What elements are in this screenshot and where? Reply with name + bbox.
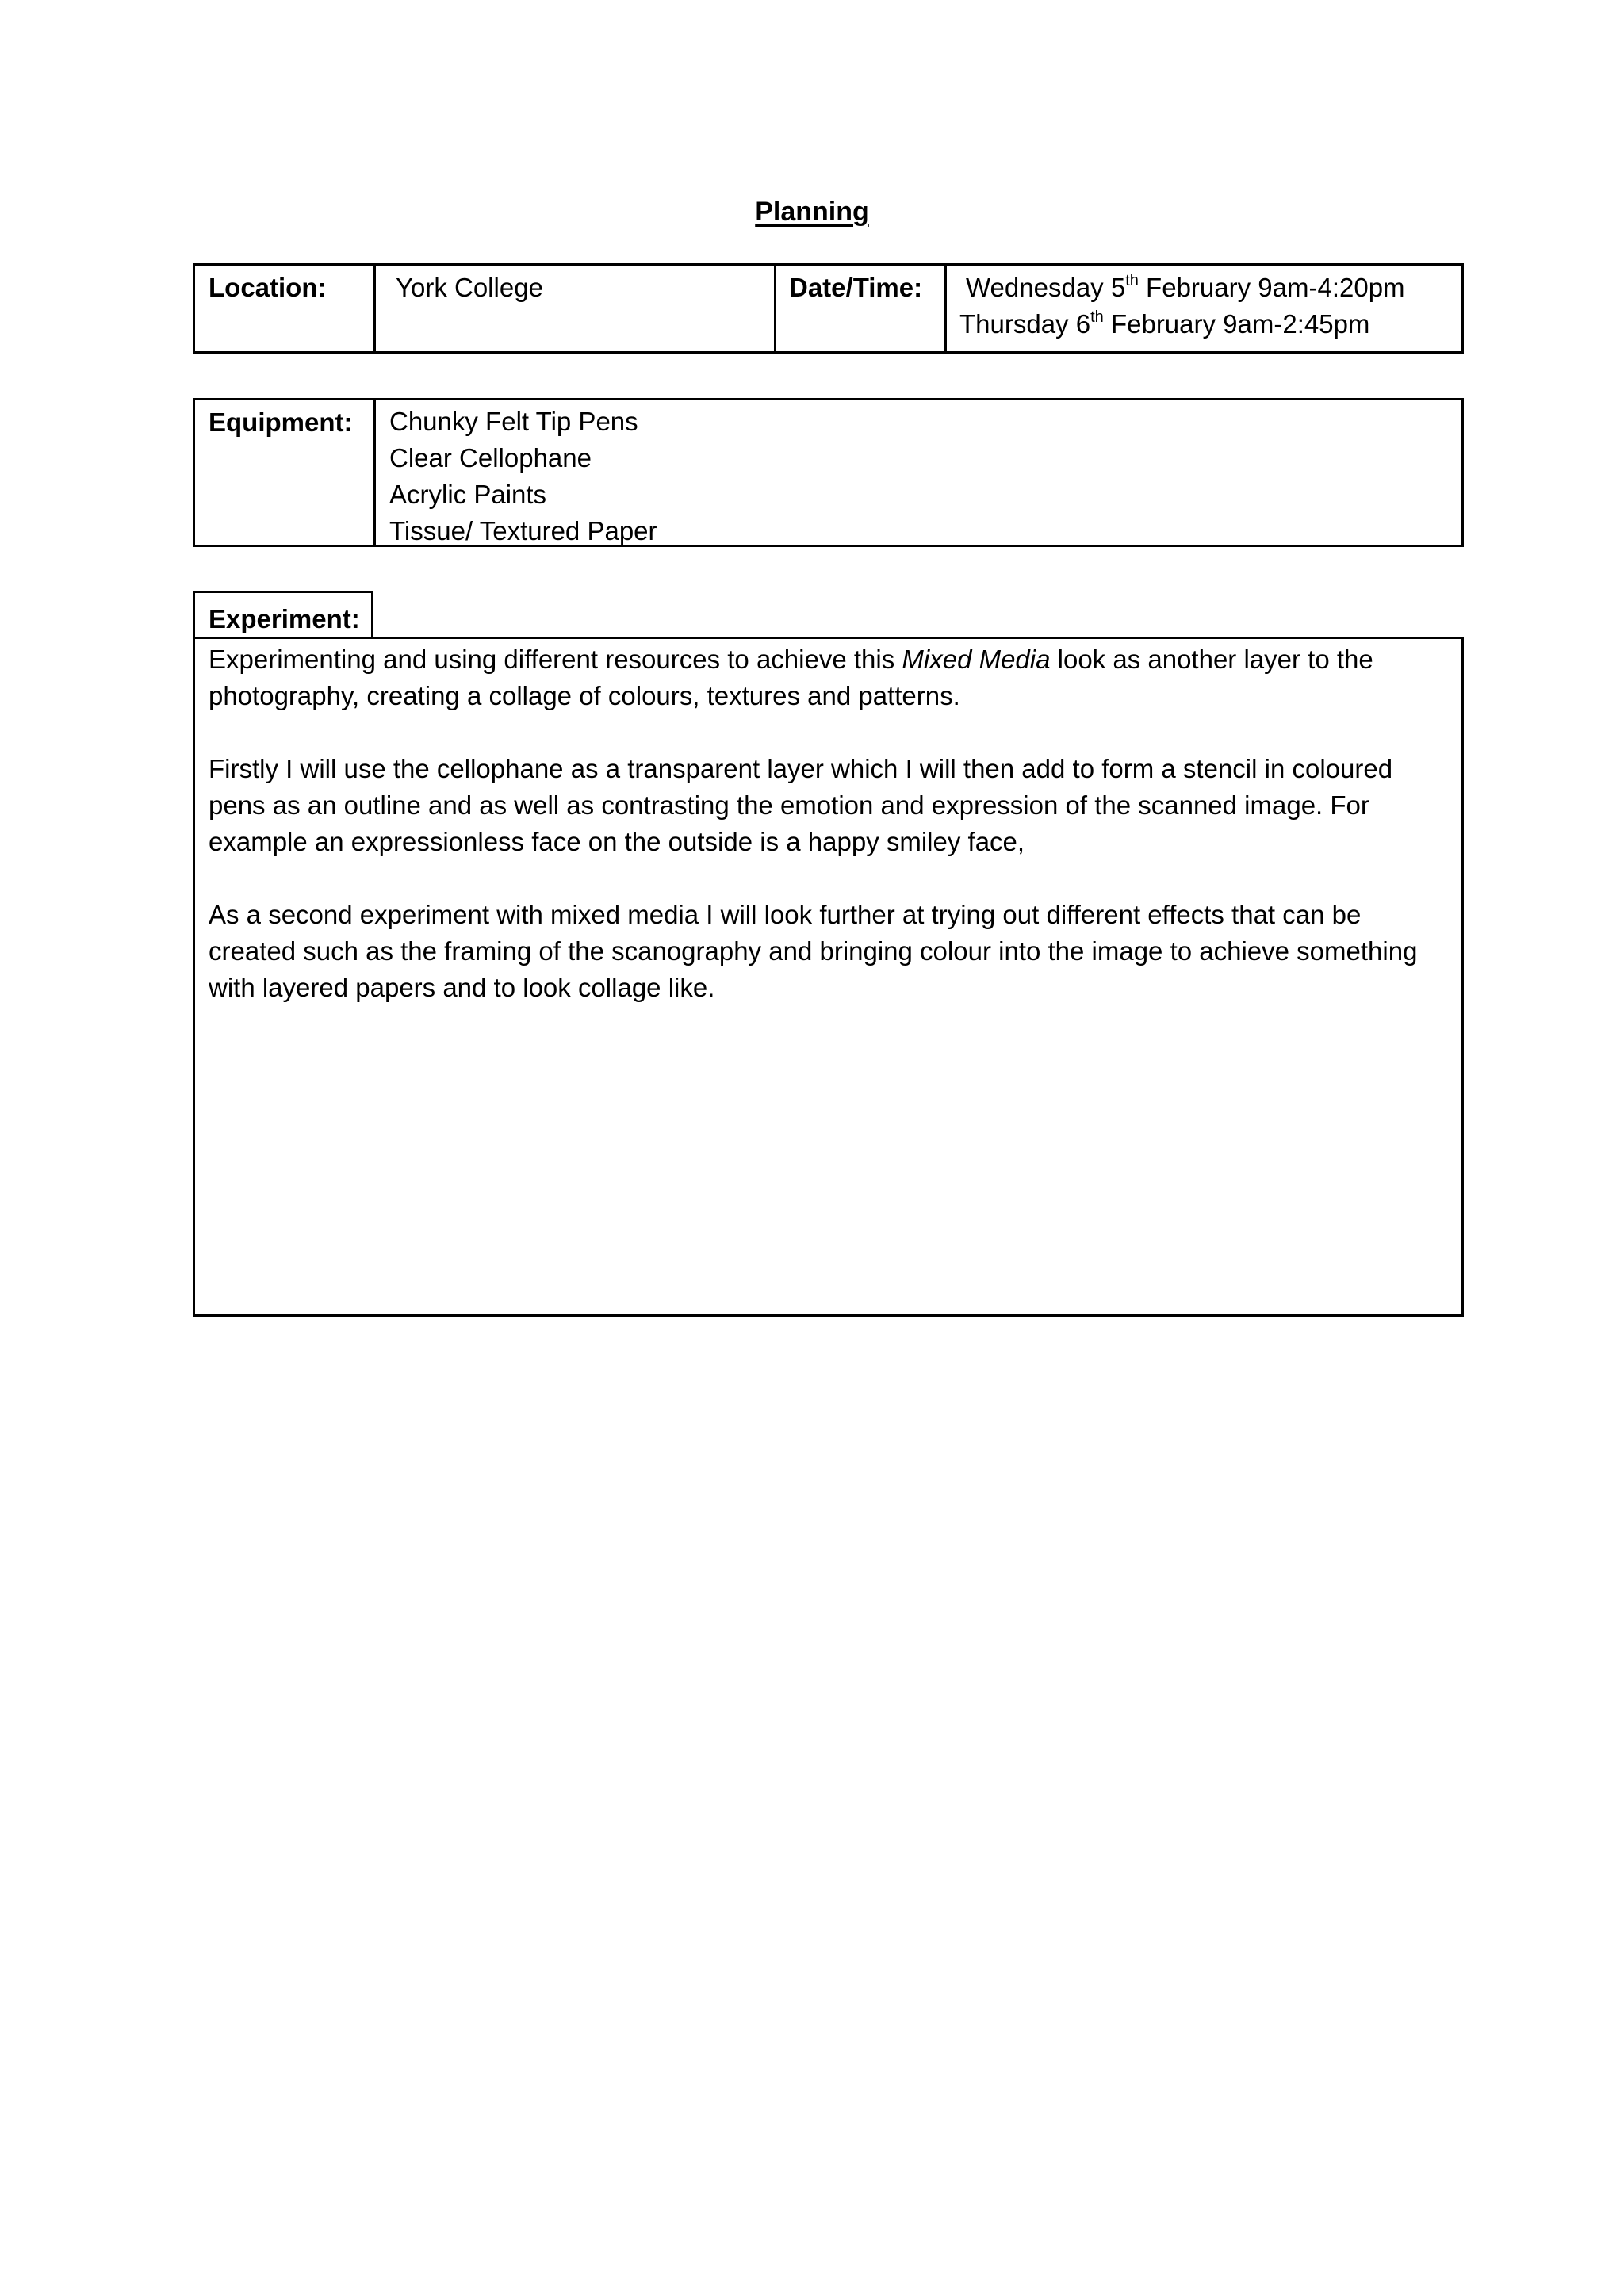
- datetime-values: [959, 266, 1405, 351]
- page-title: Planning: [755, 197, 869, 227]
- experiment-label-box: [193, 591, 373, 639]
- location-label: Location:: [209, 273, 327, 302]
- experiment-paragraph-1: Experimenting and using different resources to achieve this Mixed Media look as another layer to the photography, creating a collage of colours, textures and patterns.: [209, 645, 1373, 710]
- equipment-item: Tissue/ Textured Paper: [389, 516, 657, 545]
- equipment-item: Acrylic Paints: [389, 480, 547, 509]
- equipment-table: [193, 398, 1464, 547]
- experiment-label: Experiment:: [209, 604, 360, 633]
- equipment-item: Chunky Felt Tip Pens: [389, 407, 638, 436]
- equipment-item: Clear Cellophane: [389, 443, 592, 473]
- details-table: [193, 263, 1464, 354]
- datetime-label: Date/Time:: [789, 273, 923, 302]
- mixed-media-emphasis: Mixed Media: [902, 645, 1051, 674]
- equipment-label: Equipment:: [209, 408, 353, 437]
- experiment-paragraph-2: Firstly I will use the cellophane as a transparent layer which I will then add to form a stencil in coloured pens as an outline and as well as contrasting the emotion and expression of the scanned image. For example an expressionless face on the outside is a happy smiley face,: [209, 754, 1393, 856]
- equipment-list: [389, 400, 657, 545]
- experiment-paragraph-3: As a second experiment with mixed media I will look further at trying out different effects that can be created such as the framing of the scanography and bringing colour into the image to achieve something with layered papers and to look collage like.: [209, 900, 1418, 1002]
- location-value: York College: [396, 273, 543, 302]
- date-line-1: Wednesday 5th February 9am-4:20pm: [966, 272, 1405, 302]
- date-line-2: Thursday 6th February 9am-2:45pm: [959, 308, 1370, 339]
- experiment-text: [209, 641, 1454, 1006]
- experiment-body: [193, 637, 1464, 1317]
